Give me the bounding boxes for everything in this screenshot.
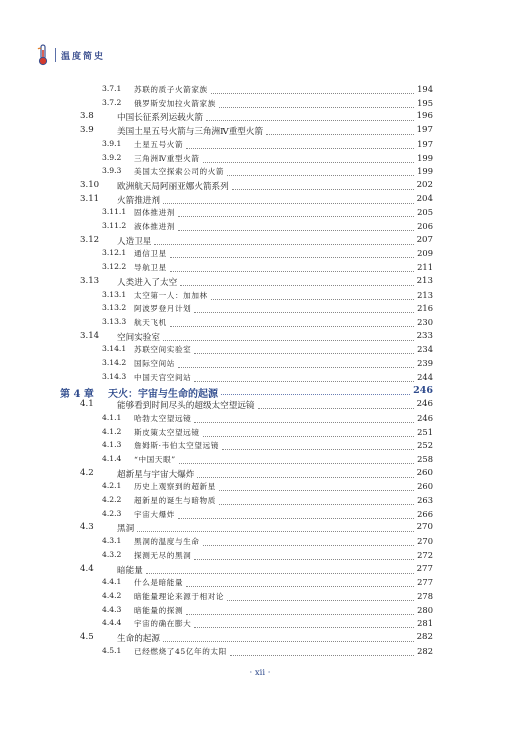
toc-page-number: 246 <box>417 412 433 423</box>
toc-leader <box>194 422 414 423</box>
toc-title: 什么是暗能量 <box>134 578 184 588</box>
book-title: 温度简史 <box>61 51 106 62</box>
toc-subsection[interactable] <box>0 440 520 454</box>
toc-title: 美国太空探索公司的火箭 <box>134 167 225 177</box>
toc-subsection[interactable] <box>0 509 520 523</box>
toc-page-number: 277 <box>416 563 433 574</box>
toc-title: 天火：宇宙与生命的起源 <box>108 389 218 401</box>
toc-page-number: 216 <box>417 303 433 314</box>
toc-title: 火箭推进剂 <box>117 195 160 206</box>
toc-leader <box>154 244 414 245</box>
toc-subsection[interactable] <box>0 262 520 276</box>
toc-subsection[interactable] <box>0 646 520 660</box>
toc-number: 3.10 <box>80 179 100 190</box>
toc-page-number: 282 <box>416 632 433 642</box>
toc-page-number: 260 <box>417 481 433 492</box>
toc-leader <box>266 134 414 135</box>
toc-page-number: 246 <box>416 399 433 410</box>
toc-section[interactable] <box>0 125 520 139</box>
toc-number: 4.4.3 <box>102 604 122 614</box>
toc-section[interactable] <box>0 399 520 413</box>
toc-section[interactable] <box>0 331 520 345</box>
toc-page-number: 251 <box>417 426 433 437</box>
toc-leader <box>178 518 414 519</box>
toc-page-number: 266 <box>417 508 433 519</box>
toc-number: 3.11.1 <box>102 207 127 217</box>
toc-page-number: 199 <box>417 166 433 177</box>
toc-subsection[interactable] <box>0 577 520 591</box>
toc-number: 3.7.1 <box>102 84 122 93</box>
toc-number: 4.4.4 <box>102 618 122 628</box>
toc-leader <box>221 394 410 395</box>
toc-number: 4.2 <box>80 467 94 478</box>
toc-page-number: 234 <box>417 344 433 355</box>
toc-subsection[interactable] <box>0 303 520 317</box>
toc-title: 暗能量理论来源于相对论 <box>134 591 225 601</box>
toc-number: 3.13.2 <box>102 303 127 313</box>
toc-page-number: 199 <box>417 152 433 163</box>
toc-page-number: 213 <box>417 289 433 300</box>
toc-number: 3.11.2 <box>102 221 127 230</box>
toc-title: 探测无尽的黑洞 <box>134 550 192 560</box>
toc-subsection[interactable] <box>0 413 520 427</box>
toc-page-number: 194 <box>417 84 433 94</box>
toc-title: 三角洲Ⅳ重型火箭 <box>134 153 200 163</box>
toc-number: 4.4 <box>80 563 94 574</box>
toc-leader <box>194 353 414 354</box>
toc-leader <box>227 175 414 176</box>
toc-number: 4.5.1 <box>102 645 122 655</box>
toc-title: 能够看到时间尽头的超级太空望远镜 <box>117 401 255 412</box>
toc-page-number: 246 <box>413 385 433 397</box>
toc-title: 斯皮策太空望远镜 <box>134 427 200 437</box>
toc-title: 液体推进剂 <box>134 222 175 231</box>
toc-page-number: 230 <box>417 316 433 327</box>
toc-title: 通信卫星 <box>134 249 167 259</box>
toc-number: 4.3.2 <box>102 549 122 559</box>
toc-section[interactable] <box>0 468 520 482</box>
toc-number: 3.9.1 <box>102 138 122 148</box>
toc-page-number: 233 <box>416 330 433 341</box>
header-divider <box>55 48 56 62</box>
toc-leader <box>186 614 414 615</box>
toc-title: 中国长征系列运载火箭 <box>117 113 203 124</box>
toc-subsection[interactable] <box>0 481 520 495</box>
toc-section[interactable] <box>0 235 520 249</box>
toc-number: 4.2.3 <box>102 508 122 518</box>
toc-subsection[interactable] <box>0 427 520 441</box>
toc-chapter[interactable] <box>0 385 520 399</box>
toc-subsection[interactable] <box>0 221 520 235</box>
toc-page-number: 282 <box>417 645 433 656</box>
toc-title: 生命的起源 <box>117 634 160 644</box>
toc-leader <box>194 381 414 382</box>
toc-number: 4.4.1 <box>102 577 122 587</box>
toc-number: 3.8 <box>80 111 94 122</box>
toc-title: 詹姆斯·韦伯太空望远镜 <box>134 441 219 451</box>
toc-title: 宇宙的确在膨大 <box>134 619 192 629</box>
toc-number: 3.11 <box>80 193 100 204</box>
toc-leader <box>203 436 414 437</box>
toc-page-number: 211 <box>417 262 433 273</box>
toc-page-number: 206 <box>417 221 433 231</box>
toc-page-number: 270 <box>417 536 433 547</box>
toc-leader <box>258 408 414 409</box>
toc-subsection[interactable] <box>0 139 520 153</box>
toc-leader <box>186 148 414 149</box>
toc-leader <box>194 559 414 560</box>
toc-title: 阿波罗登月计划 <box>134 304 192 314</box>
toc-title: 黑洞 <box>117 524 135 535</box>
toc-number: 3.14.1 <box>102 344 127 354</box>
toc-page-number: 277 <box>417 577 433 588</box>
toc-title: 美国土星五号火箭与三角洲Ⅳ重型火箭 <box>117 127 264 138</box>
toc-subsection[interactable] <box>0 550 520 564</box>
toc-title: 历史上观察到的超新星 <box>134 482 216 492</box>
toc-title: 土星五号火箭 <box>134 139 184 149</box>
toc-leader <box>227 600 414 601</box>
toc-number: 3.9.3 <box>102 166 122 176</box>
toc-subsection[interactable] <box>0 317 520 331</box>
toc-page-number: 244 <box>417 371 433 382</box>
toc-number: 3.9 <box>80 125 94 136</box>
toc-page-number: 263 <box>417 495 433 505</box>
toc-leader <box>219 504 414 505</box>
toc-subsection[interactable] <box>0 605 520 619</box>
toc-number: 3.14 <box>80 330 100 341</box>
toc-title: 国际空间站 <box>134 359 175 368</box>
toc-leader <box>232 189 414 190</box>
toc-section[interactable] <box>0 564 520 578</box>
toc-title: 人类进入了太空 <box>117 277 178 288</box>
toc-page-number: 204 <box>416 193 433 204</box>
toc-subsection[interactable] <box>0 454 520 468</box>
toc-subsection[interactable] <box>0 591 520 605</box>
toc-page-number: 281 <box>417 618 433 629</box>
toc-leader <box>203 162 414 163</box>
toc-page-number: 213 <box>416 275 433 286</box>
toc-leader <box>163 641 414 642</box>
thermometer-icon <box>36 44 50 66</box>
toc-number: 3.14.3 <box>102 371 127 381</box>
toc-title: 导航卫星 <box>134 263 167 273</box>
toc-section[interactable] <box>0 632 520 646</box>
toc-page-number: 202 <box>416 179 433 190</box>
toc-title: 空间实验室 <box>117 332 160 343</box>
toc-leader <box>178 230 414 231</box>
toc-subsection[interactable] <box>0 153 520 167</box>
toc-number: 3.13.1 <box>102 289 127 299</box>
toc-leader <box>170 271 414 272</box>
toc-number: 3.12.2 <box>102 262 127 272</box>
toc-leader <box>179 463 414 464</box>
toc-title: 苏联空间实验室 <box>134 345 192 355</box>
toc-subsection[interactable] <box>0 618 520 632</box>
toc-subsection[interactable] <box>0 98 520 112</box>
toc-leader <box>163 340 414 341</box>
toc-leader <box>197 477 414 478</box>
toc-leader <box>203 545 414 546</box>
toc-leader <box>163 203 414 204</box>
toc-leader <box>206 120 414 121</box>
toc-number: 3.13.3 <box>102 316 127 326</box>
toc-number: 4.5 <box>80 632 94 642</box>
toc-subsection[interactable] <box>0 290 520 304</box>
toc-leader <box>178 367 414 368</box>
toc-page-number: 195 <box>417 97 433 108</box>
toc-title: 已经燃烧了45亿年的太阳 <box>134 646 227 656</box>
toc-number: 4.1 <box>80 399 94 410</box>
toc-subsection[interactable] <box>0 207 520 221</box>
toc-title: 欧洲航天局阿丽亚娜火箭系列 <box>117 181 229 192</box>
toc-page-number: 258 <box>417 453 433 464</box>
toc-page-number: 272 <box>417 549 433 560</box>
toc-leader <box>178 216 414 217</box>
toc-title: 黑洞的温度与生命 <box>134 537 200 547</box>
toc-page-number: 209 <box>417 248 433 259</box>
toc-number: 4.2.1 <box>102 481 122 491</box>
toc-leader <box>146 573 414 574</box>
toc-leader <box>211 93 414 94</box>
toc-page-number: 196 <box>416 111 433 122</box>
toc-title: 宇宙大爆炸 <box>134 509 175 519</box>
toc-page-number: 239 <box>417 358 433 368</box>
toc-page-number: 197 <box>416 125 433 136</box>
toc-number: 3.9.2 <box>102 152 122 162</box>
toc-title: 中国天宫空间站 <box>134 372 192 382</box>
toc-leader <box>211 299 414 300</box>
toc-subsection[interactable] <box>0 344 520 358</box>
toc-page-number: 207 <box>416 234 433 245</box>
toc-number: 3.13 <box>80 275 100 286</box>
toc-number: 4.1.2 <box>102 426 122 436</box>
toc-page-number: 260 <box>416 467 433 478</box>
toc-title: 固体推进剂 <box>134 208 175 218</box>
toc-title: 哈勃太空望远镜 <box>134 413 192 423</box>
toc-title: 人造卫星 <box>117 236 152 247</box>
toc-number: 3.14.2 <box>102 358 127 367</box>
toc-title: 苏联的质子火箭家族 <box>134 85 208 94</box>
toc-title: “中国天眼” <box>134 454 176 464</box>
toc-title: 超新星的诞生与暗物质 <box>134 496 216 505</box>
toc-subsection[interactable] <box>0 248 520 262</box>
toc-title: 航天飞机 <box>134 317 167 327</box>
toc-section[interactable] <box>0 194 520 208</box>
toc-leader <box>219 107 414 108</box>
toc-subsection[interactable] <box>0 495 520 509</box>
toc-page-number: 252 <box>417 440 433 451</box>
toc-leader <box>219 490 414 491</box>
toc-number: 4.1.4 <box>102 453 122 463</box>
toc-number: 4.3.1 <box>102 536 122 546</box>
toc-title: 暗能量 <box>117 565 143 576</box>
toc-section[interactable] <box>0 180 520 194</box>
toc-page-number: 205 <box>417 207 433 218</box>
toc-number: 4.2.2 <box>102 495 122 504</box>
toc-leader <box>222 449 414 450</box>
toc-leader <box>180 285 414 286</box>
running-header <box>36 44 105 66</box>
toc-title: 太空第一人：加加林 <box>134 290 208 300</box>
toc-number: 3.12.1 <box>102 248 127 258</box>
toc-subsection[interactable] <box>0 358 520 372</box>
toc-title: 超新星与宇宙大爆炸 <box>117 469 195 480</box>
toc-page-number: 197 <box>417 138 433 149</box>
toc-subsection[interactable] <box>0 166 520 180</box>
toc-page-number: 280 <box>417 604 433 615</box>
toc-leader <box>170 257 414 258</box>
toc-title: 俄罗斯安加拉火箭家族 <box>134 98 216 108</box>
toc-leader <box>170 326 414 327</box>
toc-leader <box>137 531 414 532</box>
page-number: · xii · <box>249 668 271 678</box>
toc-number: 3.7.2 <box>102 97 122 107</box>
toc-number: 3.12 <box>80 234 100 245</box>
toc-subsection[interactable] <box>0 536 520 550</box>
toc-leader <box>194 312 414 313</box>
toc-leader <box>186 586 414 587</box>
toc-number: 4.1.3 <box>102 440 122 450</box>
toc-page-number: 270 <box>416 522 433 533</box>
toc-number: 4.4.2 <box>102 590 122 600</box>
toc-subsection[interactable] <box>0 84 520 98</box>
toc-number: 4.3 <box>80 522 94 533</box>
toc-number: 4.1.1 <box>102 412 122 422</box>
toc-section[interactable] <box>0 522 520 536</box>
toc-number: 第 4 章 <box>60 389 94 401</box>
toc-section[interactable] <box>0 111 520 125</box>
toc-page-number: 278 <box>417 590 433 601</box>
toc-leader <box>230 655 414 656</box>
toc-leader <box>194 627 414 628</box>
toc-section[interactable] <box>0 276 520 290</box>
toc-subsection[interactable] <box>0 372 520 386</box>
toc-title: 暗能量的探测 <box>134 605 184 615</box>
